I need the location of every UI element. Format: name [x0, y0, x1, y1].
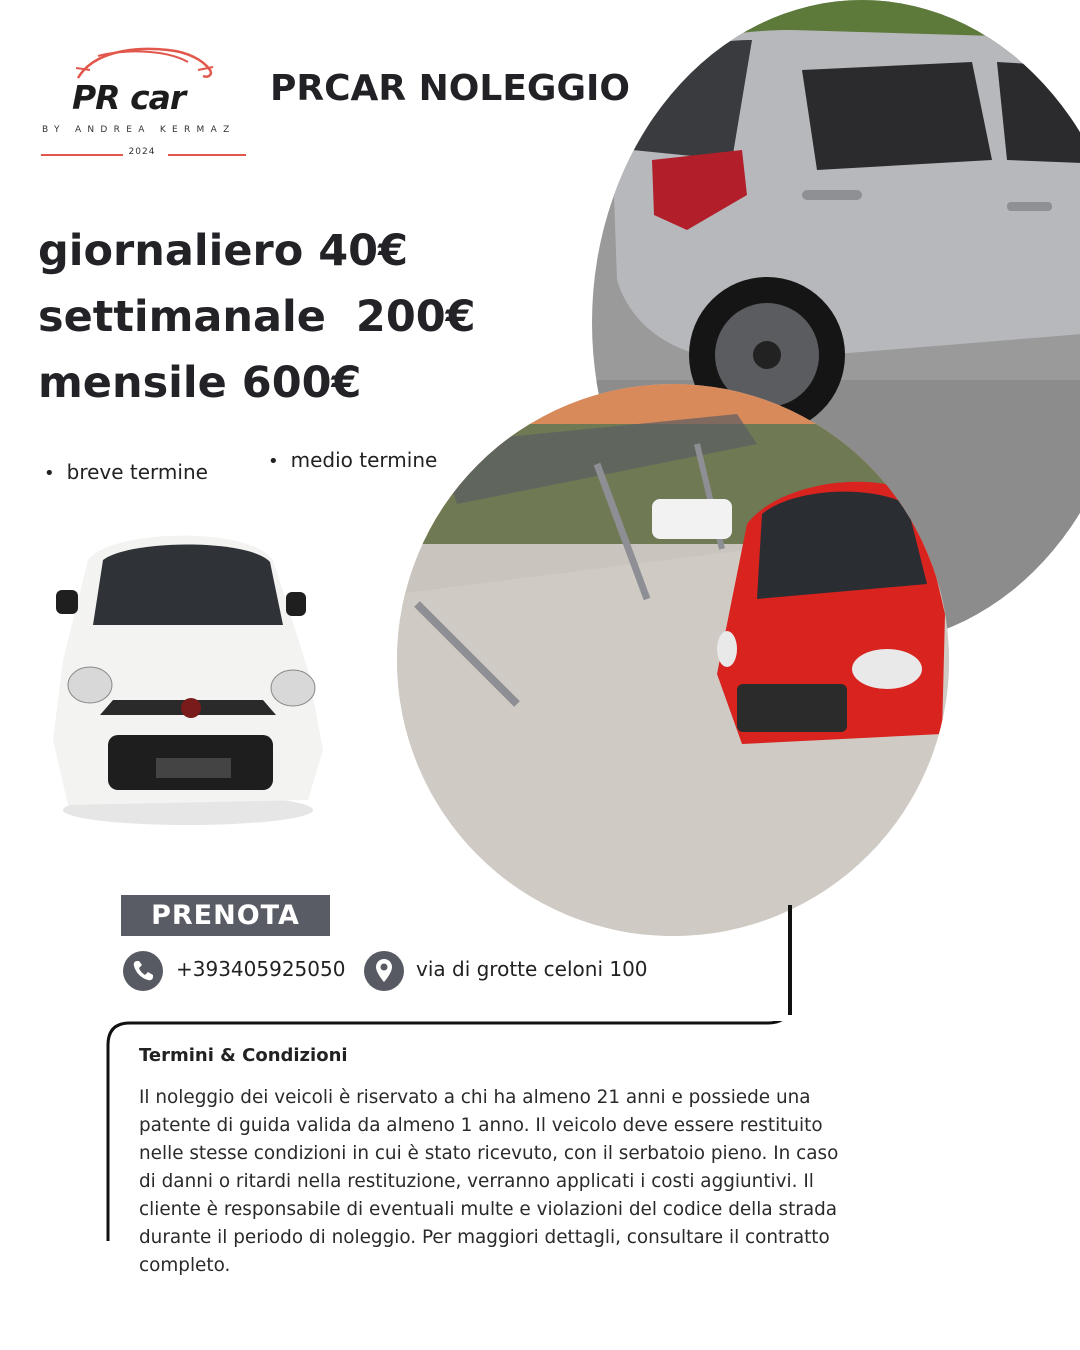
red-car-photo	[397, 384, 949, 936]
book-button[interactable]: PRENOTA	[121, 895, 330, 936]
bullet-short-term: • breve termine	[44, 460, 208, 484]
brand-logo	[38, 40, 248, 165]
logo-tagline: BY ANDREA KERMAZ	[42, 125, 236, 135]
price-list	[38, 218, 476, 416]
price-monthly: mensile 600€	[38, 358, 362, 408]
location-pin-icon[interactable]	[364, 951, 404, 991]
price-daily: giornaliero 40€	[38, 226, 409, 276]
terms-body: Il noleggio dei veicoli è riservato a chi ha almeno 21 anni e possiede una patente di guida valida da almeno 1 anno. Il veicolo deve essere restituito nelle stesse condizioni in cui è stato ricevuto, con il serbatoio pieno. In caso di danni o ritardi nella restituzione, verranno applicati i costi aggiuntivi. Il cliente è responsabile di eventuali multe e violazioni del codice della strada durante il periodo di noleggio. Per maggiori dettagli, consultare il contratto completo.	[139, 1087, 839, 1276]
white-car-photo	[48, 520, 328, 830]
logo-wordmark: PR car	[72, 78, 186, 117]
page-title: PRCAR NOLEGGIO	[270, 68, 630, 109]
bullet-medium-term: • medio termine	[268, 448, 437, 472]
phone-icon[interactable]	[123, 951, 163, 991]
logo-year: 2024	[128, 147, 156, 157]
address[interactable]: via di grotte celoni 100	[416, 957, 648, 981]
terms-title: Termini & Condizioni	[139, 1045, 348, 1066]
phone-number[interactable]: +393405925050	[176, 957, 346, 981]
price-weekly: settimanale 200€	[38, 292, 476, 342]
frame-line-vertical	[788, 905, 792, 1015]
